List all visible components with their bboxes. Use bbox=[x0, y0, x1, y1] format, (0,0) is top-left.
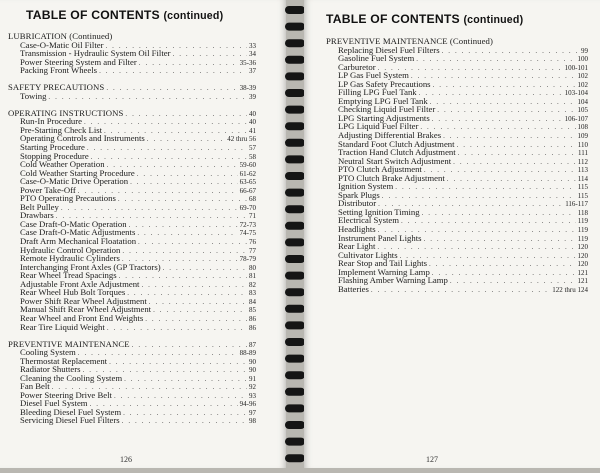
toc-entry-page: 40 bbox=[249, 109, 256, 118]
toc-entry-title: Headlights bbox=[338, 224, 376, 235]
toc-entry-page: 99 bbox=[581, 46, 588, 55]
toc-entry-page: 120 bbox=[577, 243, 588, 252]
toc-entry-title: Transmission - Hydraulic System Oil Filter bbox=[20, 48, 171, 59]
toc-entry-page: 106-107 bbox=[564, 114, 588, 123]
dot-leader bbox=[424, 166, 576, 175]
toc-entry-page: 120 bbox=[577, 251, 588, 260]
dot-leader bbox=[457, 141, 576, 150]
toc-entry-title: Stopping Procedure bbox=[20, 150, 89, 161]
left-page bbox=[0, 0, 286, 468]
toc-entry-page: 119 bbox=[577, 226, 588, 235]
toc-entry-title: Adjustable Front Axle Adjustment bbox=[20, 278, 140, 289]
dot-leader bbox=[106, 84, 237, 93]
spiral-ring bbox=[285, 438, 305, 446]
spiral-ring bbox=[285, 338, 305, 346]
toc-entry-page: 68 bbox=[249, 195, 256, 204]
toc-entry-page: 33 bbox=[249, 41, 256, 50]
toc-entry-page: 42 thru 56 bbox=[227, 135, 256, 144]
dot-leader bbox=[137, 170, 238, 179]
dot-leader bbox=[87, 144, 247, 153]
dot-leader bbox=[424, 235, 576, 244]
dot-leader bbox=[130, 178, 238, 187]
dot-leader bbox=[132, 341, 247, 350]
spiral-ring bbox=[285, 421, 305, 429]
dot-leader bbox=[48, 93, 247, 102]
page-title bbox=[326, 12, 523, 26]
dot-leader bbox=[416, 55, 575, 64]
toc-entry-title: Adjusting Differential Brakes bbox=[338, 130, 442, 141]
toc-entry bbox=[8, 66, 256, 75]
toc-entry-title: Case-O-Matic Oil Filter bbox=[20, 39, 104, 50]
dot-leader bbox=[109, 358, 247, 367]
toc-entry-title: Power Steering System and Filter bbox=[20, 56, 137, 67]
toc-entry-page: 120 bbox=[577, 260, 588, 269]
toc-entry-title: Diesel Fuel System bbox=[20, 398, 88, 409]
toc-entry-title: Radiator Shutters bbox=[20, 364, 81, 375]
toc-entry-title: PTO Clutch Adjustment bbox=[338, 164, 422, 175]
toc-entry-title: Traction Hand Clutch Adjustment bbox=[338, 147, 456, 158]
spiral-ring bbox=[285, 189, 305, 197]
toc-entry-page: 90 bbox=[249, 357, 256, 366]
page-title bbox=[26, 8, 223, 22]
spiral-ring bbox=[285, 371, 305, 379]
toc-entry-title: Ignition System bbox=[338, 181, 394, 192]
toc-entry-title: LP Gas Fuel System bbox=[338, 70, 409, 81]
toc-entry-title: Packing Front Wheels bbox=[20, 65, 98, 76]
toc-entry-page: 97 bbox=[249, 408, 256, 417]
toc-entry-title: PTO Clutch Brake Adjustment bbox=[338, 172, 445, 183]
toc-entry-title: Belt Pulley bbox=[20, 201, 59, 212]
dot-leader bbox=[371, 286, 550, 295]
toc-entry-title: Cold Weather Operation bbox=[20, 159, 105, 170]
toc-entry-page: 114 bbox=[577, 174, 588, 183]
spiral-ring bbox=[285, 155, 305, 163]
toc-entry-title: Cold Weather Starting Procedure bbox=[20, 167, 135, 178]
toc-entry-page: 111 bbox=[578, 149, 588, 158]
dot-leader bbox=[395, 183, 575, 192]
toc-entry-title: OPERATING INSTRUCTIONS bbox=[8, 107, 124, 118]
dot-leader bbox=[122, 417, 247, 426]
toc-entry-page: 113 bbox=[577, 166, 588, 175]
right-page bbox=[304, 0, 600, 468]
toc-entry-page: 59-60 bbox=[239, 161, 256, 170]
dot-leader bbox=[118, 195, 247, 204]
toc-entry-title: Replacing Diesel Fuel Filters bbox=[338, 44, 440, 55]
toc-entry-title: Implement Warning Lamp bbox=[338, 266, 430, 277]
toc-entry-title: Manual Shift Rear Wheel Adjustment bbox=[20, 304, 152, 315]
toc-entry-page: 84 bbox=[249, 297, 256, 306]
dot-leader bbox=[139, 59, 238, 68]
toc-list bbox=[326, 37, 588, 293]
dot-leader bbox=[138, 238, 247, 247]
dot-leader bbox=[137, 229, 237, 238]
toc-entry-title: Neutral Start Switch Adjustment bbox=[338, 155, 452, 166]
toc-entry-title: Interchanging Front Axles (GP Tractors) bbox=[20, 261, 161, 272]
toc-entry bbox=[8, 92, 256, 101]
dot-leader bbox=[420, 123, 575, 132]
dot-leader bbox=[377, 243, 575, 252]
toc-entry-title: Power Take-Off bbox=[20, 184, 76, 195]
toc-entry-title: Rear Tire Liquid Weight bbox=[20, 321, 105, 332]
spiral-ring bbox=[285, 23, 305, 31]
toc-entry-page: 39 bbox=[249, 92, 256, 101]
toc-entry-title: Instrument Panel Lights bbox=[338, 232, 422, 243]
toc-entry-page: 105 bbox=[577, 106, 588, 115]
spiral-ring bbox=[285, 89, 305, 97]
title-suffix: (continued) bbox=[163, 10, 224, 22]
spiral-ring bbox=[285, 321, 305, 329]
toc-entry-title: Cooling System bbox=[20, 347, 76, 358]
title-text: TABLE OF CONTENTS bbox=[326, 12, 460, 26]
spiral-ring bbox=[285, 305, 305, 313]
dot-leader bbox=[123, 409, 247, 418]
toc-entry-page: 74-75 bbox=[239, 229, 256, 238]
toc-entry-page: 98 bbox=[249, 417, 256, 426]
toc-entry-page: 108 bbox=[577, 123, 588, 132]
toc-entry-title: PREVENTIVE MAINTENANCE bbox=[8, 338, 130, 349]
dot-leader bbox=[163, 264, 247, 273]
toc-entry-page: 69-70 bbox=[239, 203, 256, 212]
toc-entry-title: Flashing Amber Warning Lamp bbox=[338, 275, 448, 286]
dot-leader bbox=[429, 260, 576, 269]
dot-leader bbox=[419, 89, 563, 98]
spiral-ring bbox=[285, 106, 305, 114]
toc-entry-page: 121 bbox=[577, 268, 588, 277]
toc-entry-title: Electrical System bbox=[338, 215, 400, 226]
toc-entry-title: Drawbars bbox=[20, 210, 54, 221]
toc-entry-title: Gasoline Fuel System bbox=[338, 53, 415, 64]
toc-entry-page: 91 bbox=[249, 374, 256, 383]
toc-entry-title: Rear Stop and Tail Lights bbox=[338, 258, 427, 269]
dot-leader bbox=[443, 132, 575, 141]
dot-leader bbox=[447, 175, 576, 184]
toc-entry-page: 121 bbox=[577, 277, 588, 286]
toc-entry-title: Run-In Procedure bbox=[20, 116, 83, 127]
page-number: 126 bbox=[120, 455, 132, 464]
dot-leader bbox=[442, 47, 579, 56]
dot-leader bbox=[401, 217, 576, 226]
toc-entry-title: LPG Starting Adjustments bbox=[338, 112, 430, 123]
dot-leader bbox=[432, 269, 576, 278]
dot-leader bbox=[91, 153, 247, 162]
dot-leader bbox=[422, 209, 576, 218]
spiral-ring bbox=[285, 238, 305, 246]
toc-entry-page: 100 bbox=[577, 55, 588, 64]
toc-entry-page: 72-73 bbox=[239, 220, 256, 229]
toc-entry-page: 115 bbox=[577, 183, 588, 192]
toc-entry-title: PTO Operating Precautions bbox=[20, 193, 116, 204]
toc-entry-page: 82 bbox=[249, 280, 256, 289]
spiral-ring bbox=[285, 255, 305, 263]
toc-entry-page: 118 bbox=[577, 208, 588, 217]
toc-entry-page: 37 bbox=[249, 67, 256, 76]
toc-entry-page: 112 bbox=[577, 157, 588, 166]
toc-entry-title: Towing bbox=[20, 90, 47, 101]
toc-entry-page: 58 bbox=[249, 152, 256, 161]
toc-entry-title: Pre-Starting Check List bbox=[20, 124, 103, 135]
toc-entry-page: 104 bbox=[577, 97, 588, 106]
toc-entry-page: 116-117 bbox=[565, 200, 588, 209]
toc-entry-page: 40 bbox=[249, 118, 256, 127]
dot-leader bbox=[125, 110, 247, 119]
toc-entry-title: Servicing Diesel Fuel Filters bbox=[20, 415, 120, 426]
spiral-ring bbox=[285, 388, 305, 396]
toc-entry-page: 90 bbox=[249, 366, 256, 375]
spiral-ring bbox=[285, 205, 305, 213]
dot-leader bbox=[129, 221, 238, 230]
toc-entry-page: 94-96 bbox=[239, 400, 256, 409]
toc-entry-title: Batteries bbox=[338, 283, 369, 294]
toc-entry-page: 63-65 bbox=[239, 178, 256, 187]
toc-entry-title: Spark Plugs bbox=[338, 189, 380, 200]
spiral-ring bbox=[285, 122, 305, 130]
dot-leader bbox=[411, 72, 576, 81]
toc-entry-title: Filling LPG Fuel Tank bbox=[338, 87, 417, 98]
spiral-ring bbox=[285, 139, 305, 147]
toc-entry-page: 77 bbox=[249, 246, 256, 255]
toc-list bbox=[8, 32, 256, 425]
toc-entry-title: Checking Liquid Fuel Filter bbox=[338, 104, 436, 115]
toc-entry-page: 83 bbox=[249, 289, 256, 298]
toc-entry-title: Distributor bbox=[338, 198, 377, 209]
toc-entry-page: 78-79 bbox=[239, 255, 256, 264]
dot-leader bbox=[437, 106, 575, 115]
toc-entry-title: Cultivator Lights bbox=[338, 249, 398, 260]
toc-entry-page: 38-39 bbox=[239, 84, 256, 93]
toc-entry-page: 92 bbox=[249, 383, 256, 392]
dot-leader bbox=[453, 158, 576, 167]
spiral-ring bbox=[285, 72, 305, 80]
spiral-ring bbox=[285, 272, 305, 280]
toc-entry-title: Remote Hydraulic Cylinders bbox=[20, 253, 120, 264]
dot-leader bbox=[432, 115, 563, 124]
toc-entry-page: 85 bbox=[249, 306, 256, 315]
dot-leader bbox=[61, 204, 238, 213]
toc-entry-title: PREVENTIVE MAINTENANCE (Continued) bbox=[326, 36, 493, 46]
toc-entry-page: 100-101 bbox=[564, 63, 588, 72]
spiral-ring bbox=[285, 355, 305, 363]
toc-entry-page: 34 bbox=[249, 50, 256, 59]
toc-entry-title: Cleaning the Cooling System bbox=[20, 372, 123, 383]
dot-leader bbox=[173, 50, 247, 59]
toc-entry-title: Rear Light bbox=[338, 241, 376, 252]
dot-leader bbox=[114, 392, 247, 401]
toc-entry-page: 93 bbox=[249, 391, 256, 400]
toc-entry-title: Rear Wheel and Front End Weights bbox=[20, 312, 144, 323]
dot-leader bbox=[458, 149, 576, 158]
dot-leader bbox=[433, 81, 576, 90]
spiral-ring bbox=[285, 39, 305, 47]
spiral-ring bbox=[285, 454, 305, 462]
toc-entry-title: Bleeding Diesel Fuel System bbox=[20, 406, 122, 417]
dot-leader bbox=[149, 298, 247, 307]
toc-entry bbox=[8, 416, 256, 425]
toc-entry-title: Draft Arm Mechanical Floatation bbox=[20, 236, 137, 247]
dot-leader bbox=[430, 98, 576, 107]
dot-leader bbox=[145, 315, 247, 324]
dot-leader bbox=[382, 192, 576, 201]
dot-leader bbox=[124, 375, 247, 384]
title-suffix: (continued) bbox=[463, 14, 524, 26]
toc-entry-page: 71 bbox=[249, 212, 256, 221]
toc-entry-page: 61-62 bbox=[239, 169, 256, 178]
toc-entry-page: 87 bbox=[249, 340, 256, 349]
toc-entry-title: Fan Belt bbox=[20, 381, 50, 392]
toc-entry-title: Emptying LPG Fuel Tank bbox=[338, 95, 428, 106]
dot-leader bbox=[107, 324, 247, 333]
toc-entry-title: Thermostat Replacement bbox=[20, 355, 108, 366]
toc-entry-title: LUBRICATION (Continued) bbox=[8, 31, 113, 41]
toc-entry-page: 86 bbox=[249, 314, 256, 323]
toc-entry-title: Starting Procedure bbox=[20, 142, 85, 153]
toc-entry-title: Setting Ignition Timing bbox=[338, 206, 420, 217]
toc-entry-page: 81 bbox=[249, 272, 256, 281]
toc-entry-page: 41 bbox=[249, 126, 256, 135]
toc-entry-page: 102 bbox=[577, 80, 588, 89]
dot-leader bbox=[153, 306, 247, 315]
toc-entry-title: Hydraulic Control Operation bbox=[20, 244, 121, 255]
toc-entry-title: Rear Wheel Tread Spacings bbox=[20, 270, 117, 281]
toc-entry-title: Case-O-Matic Drive Operation bbox=[20, 176, 129, 187]
toc-entry bbox=[8, 323, 256, 332]
toc-entry-page: 119 bbox=[577, 234, 588, 243]
toc-entry-page: 86 bbox=[249, 323, 256, 332]
toc-entry-title: Standard Foot Clutch Adjustment bbox=[338, 138, 455, 149]
toc-entry-page: 66-67 bbox=[239, 186, 256, 195]
toc-entry-title: LP Gas Safety Precautions bbox=[338, 78, 431, 89]
toc-entry-title: Rear Wheel Hub Bolt Torques bbox=[20, 287, 126, 298]
toc-entry-title: LPG Liquid Fuel Filter bbox=[338, 121, 419, 132]
toc-entry-title: SAFETY PRECAUTIONS bbox=[8, 82, 105, 93]
toc-entry-page: 109 bbox=[577, 132, 588, 141]
toc-entry-title: Power Shift Rear Wheel Adjustment bbox=[20, 295, 147, 306]
spiral-ring bbox=[285, 6, 305, 14]
toc-entry-page: 110 bbox=[577, 140, 588, 149]
toc-entry-title: Power Steering Drive Belt bbox=[20, 389, 112, 400]
dot-leader bbox=[99, 67, 247, 76]
toc-entry-page: 76 bbox=[249, 238, 256, 247]
dot-leader bbox=[141, 281, 247, 290]
toc-entry-page: 103-104 bbox=[564, 89, 588, 98]
dot-leader bbox=[122, 247, 247, 256]
toc-entry-page: 102 bbox=[577, 72, 588, 81]
spiral-ring bbox=[285, 172, 305, 180]
toc-entry-page: 119 bbox=[577, 217, 588, 226]
dot-leader bbox=[84, 118, 247, 127]
toc-entry-title: Case Draft-O-Matic Adjustments bbox=[20, 227, 136, 238]
toc-entry-page: 88-89 bbox=[239, 349, 256, 358]
spiral-ring bbox=[285, 288, 305, 296]
toc-entry-page: 57 bbox=[249, 144, 256, 153]
dot-leader bbox=[147, 135, 225, 144]
spiral-ring bbox=[285, 222, 305, 230]
page-number: 127 bbox=[426, 455, 438, 464]
toc-entry bbox=[326, 285, 588, 294]
toc-entry-page: 35-36 bbox=[239, 58, 256, 67]
toc-entry-page: 80 bbox=[249, 263, 256, 272]
spiral-ring bbox=[285, 56, 305, 64]
toc-entry-title: Carburetor bbox=[338, 61, 376, 72]
toc-entry-page: 122 thru 124 bbox=[552, 285, 588, 294]
toc-entry-title: Operating Controls and Instruments bbox=[20, 133, 145, 144]
dot-leader bbox=[450, 277, 576, 286]
spiral-ring bbox=[285, 404, 305, 412]
toc-entry-title: Case Draft-O-Matic Operation bbox=[20, 218, 127, 229]
title-text: TABLE OF CONTENTS bbox=[26, 8, 160, 22]
toc-entry-page: 115 bbox=[577, 191, 588, 200]
